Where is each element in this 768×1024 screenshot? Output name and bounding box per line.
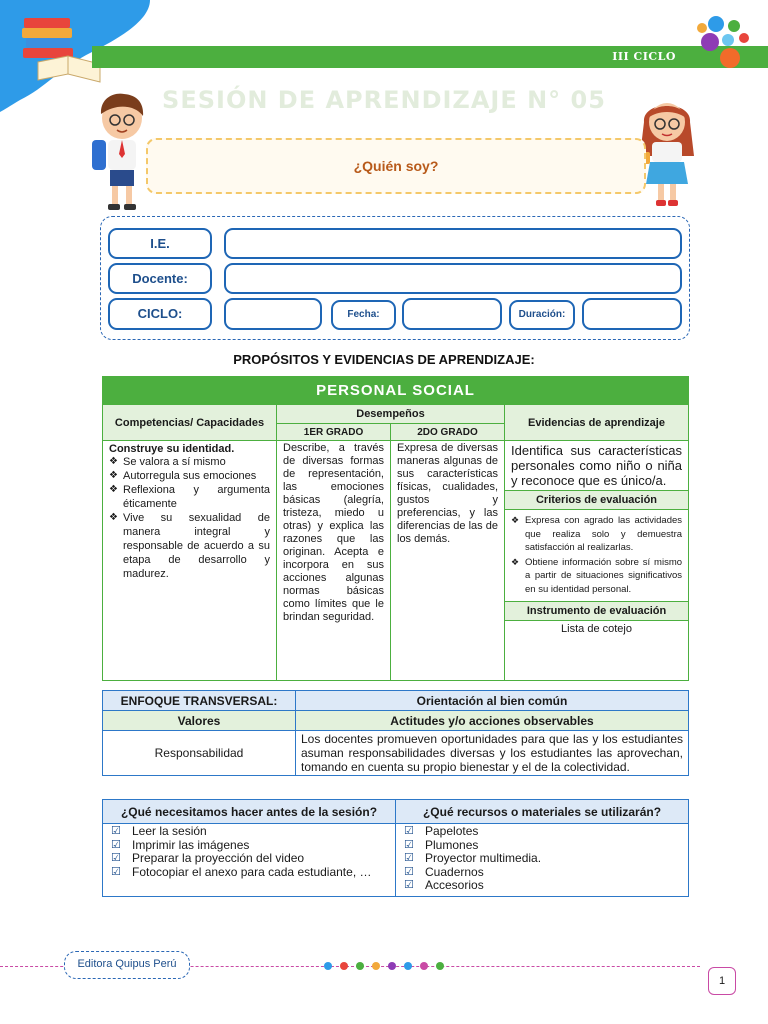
checkbox-icon: ☑: [111, 825, 121, 837]
docente-label: Docente:: [108, 263, 212, 294]
list-item: ❖ Obtiene información sobre sí mismo a partir de situaciones significativos en su identidad personal.: [511, 556, 683, 595]
list-item: ☑ Cuadernos: [404, 864, 484, 879]
ciclo-label: CICLO:: [108, 298, 212, 330]
competencias-cell: [103, 441, 277, 681]
duracion-field[interactable]: [582, 298, 682, 330]
ie-label: I.E.: [108, 228, 212, 259]
checkbox-icon: ☑: [111, 852, 121, 864]
instrumento-header: Instrumento de evaluación: [505, 601, 688, 621]
list-item: ☑ Preparar la proyección del video: [111, 851, 305, 865]
bullet-icon: ❖: [109, 484, 118, 495]
duracion-label: Duración:: [509, 300, 575, 330]
resources-header: ¿Qué recursos o materiales se utilizarán?: [396, 800, 689, 824]
grade-1-header: 1ER GRADO: [277, 424, 391, 441]
checkbox-icon: ☑: [111, 838, 121, 851]
bullet-icon: ❖: [109, 512, 118, 523]
checkbox-icon: ☑: [404, 825, 414, 837]
color-dots-decoration: [690, 14, 760, 70]
bullet-icon: ❖: [511, 515, 520, 525]
resources-list: [396, 824, 688, 896]
instrumento-value: Lista de cotejo: [561, 623, 632, 635]
list-item: ☑ Fotocopiar el anexo para cada estudiante, …: [111, 864, 372, 879]
list-item: ❖ Vive su sexualidad de manera integral y responsable de acuerdo a su etapa de desarrollo y madurez.: [109, 512, 270, 580]
bullet-icon: ❖: [109, 470, 118, 481]
docente-field[interactable]: [224, 263, 682, 294]
purposes-title: PROPÓSITOS Y EVIDENCIAS DE APRENDIZAJE:: [233, 352, 535, 367]
list-item: ☑ Proyector multimedia.: [404, 851, 542, 865]
desempenos-header: Desempeños: [277, 405, 505, 424]
fecha-label: Fecha:: [331, 300, 396, 330]
evidencias-cell: [505, 441, 689, 681]
enfoque-label: ENFOQUE TRANSVERSAL:: [103, 691, 296, 711]
list-item: ❖ Se valora a sí mismo: [109, 456, 226, 468]
list-item: ☑ Accesorios: [404, 878, 484, 892]
valor-cell: Responsabilidad: [103, 731, 296, 776]
list-item: ❖ Expresa con agrado las actividades que realiza solo y demuestra satisfacción al realizarlas.: [511, 515, 683, 553]
bullet-icon: ❖: [109, 456, 118, 467]
enfoque-name: Orientación al bien común: [296, 691, 689, 711]
preparation-table: [102, 799, 689, 897]
purposes-table: [102, 376, 689, 681]
bullet-icon: ❖: [511, 556, 520, 567]
cycle-tag: III CICLO: [612, 50, 676, 63]
ie-field[interactable]: [224, 228, 682, 259]
actitud-cell: Los docentes promueven oportunidades para que las y los estudiantes asuman responsabilidades diversas y los estudiantes las aprovechan, tomando en cuenta su propio bienestar y el de la colectividad.: [296, 731, 689, 776]
list-item: ❖ Autorregula sus emociones: [109, 470, 257, 482]
boy-student-illustration: [88, 92, 154, 214]
resources-cell: [396, 824, 689, 897]
evidencias-header: Evidencias de aprendizaje: [505, 405, 689, 441]
before-session-cell: [103, 824, 396, 897]
before-session-header: ¿Qué necesitamos hacer antes de la sesión?: [103, 800, 396, 824]
footer-dots-decoration: [322, 958, 448, 974]
desempeno-grade-2: Expresa de diversas maneras algunas de sus características físicas, cualidades, gustos y preferencias, y las diferencias de las de los demás.: [391, 441, 505, 681]
list-item: ☑ Leer la sesión: [111, 824, 207, 838]
publisher-badge: Editora Quipus Perú: [64, 951, 190, 979]
checkbox-icon: ☑: [404, 865, 414, 878]
valores-header: Valores: [103, 711, 296, 731]
session-title: SESIÓN DE APRENDIZAJE N° 05: [162, 86, 606, 114]
area-header: PERSONAL SOCIAL: [103, 377, 689, 405]
list-item: ☑ Imprimir las imágenes: [111, 837, 250, 852]
checkbox-icon: ☑: [404, 838, 414, 851]
ciclo-field[interactable]: [224, 298, 322, 330]
list-item: ❖ Reflexiona y argumenta éticamente: [109, 484, 270, 510]
session-topic-box: [146, 138, 646, 194]
list-item: ☑ Papelotes: [404, 824, 479, 838]
evidencia-text: Identifica sus características personales como niño o niña y reconoce que es único/a.: [511, 443, 683, 488]
fecha-field[interactable]: [402, 298, 502, 330]
checkbox-icon: ☑: [111, 865, 121, 878]
competencia-title: Construye su identidad.: [109, 443, 235, 455]
enfoque-table: [102, 690, 689, 776]
cycle-bar: [92, 46, 768, 68]
session-topic: ¿Quién soy?: [353, 158, 439, 174]
criterios-list: [505, 510, 688, 601]
before-session-list: [103, 824, 395, 882]
competencias-header: Competencias/ Capacidades: [103, 405, 277, 441]
list-item: ☑ Plumones: [404, 837, 479, 852]
grade-2-header: 2DO GRADO: [391, 424, 505, 441]
capacidades-list: [109, 455, 270, 581]
checkbox-icon: ☑: [404, 852, 414, 864]
checkbox-icon: ☑: [404, 879, 414, 891]
page-number: 1: [708, 967, 736, 995]
desempeno-grade-1: Describe, a través de diversas formas de representación, las emociones básicas (alegría, tristeza, miedo u otras) y explica las razones que las originan. Acepta e incorpora en sus acciones algunas normas básicas como límites que le brindan seguridad.: [277, 441, 391, 681]
criterios-header: Criterios de evaluación: [505, 490, 688, 510]
actitudes-header: Actitudes y/o acciones observables: [296, 711, 689, 731]
